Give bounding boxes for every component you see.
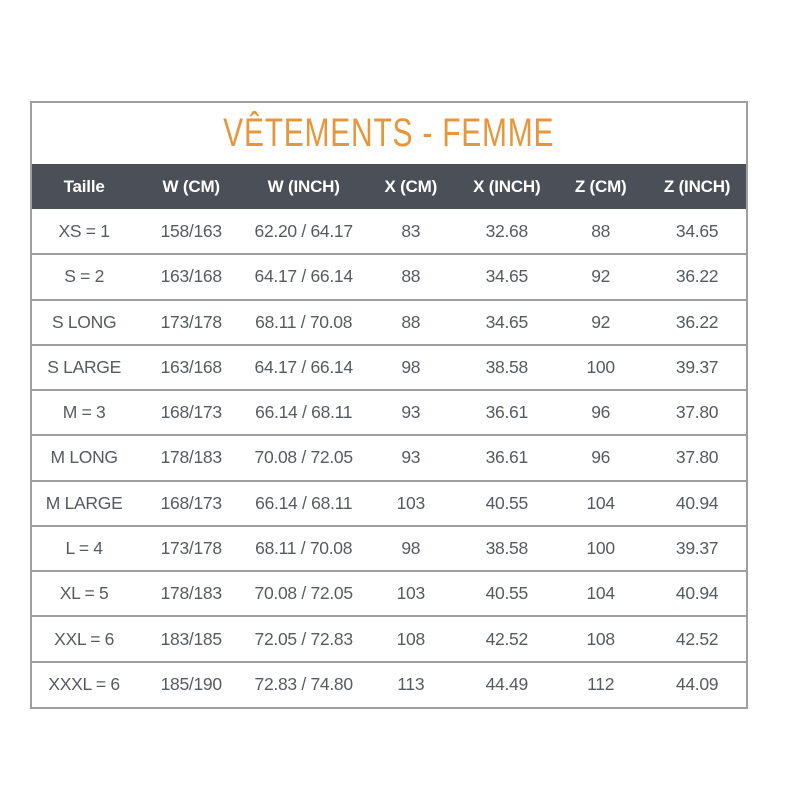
table-cell: 37.80 xyxy=(648,390,746,435)
size-label-cell: S LONG xyxy=(32,300,136,345)
table-cell: 173/178 xyxy=(136,300,246,345)
size-label-cell: S = 2 xyxy=(32,254,136,299)
table-cell: 103 xyxy=(361,571,460,616)
title-area xyxy=(32,103,746,164)
table-cell: 68.11 / 70.08 xyxy=(246,300,361,345)
table-cell: 93 xyxy=(361,435,460,480)
table-cell: 96 xyxy=(553,390,648,435)
table-cell: 38.58 xyxy=(460,345,553,390)
table-row xyxy=(32,300,746,345)
table-cell: 103 xyxy=(361,481,460,526)
table-cell: 68.11 / 70.08 xyxy=(246,526,361,571)
table-row xyxy=(32,662,746,707)
table-cell: 72.83 / 74.80 xyxy=(246,662,361,707)
size-label-cell: XS = 1 xyxy=(58,220,110,241)
table-cell: 70.08 / 72.05 xyxy=(246,435,361,480)
table-cell: 36.61 xyxy=(460,390,553,435)
table-cell: 173/178 xyxy=(136,526,246,571)
table-cell: 96 xyxy=(553,435,648,480)
size-label-cell: XXXL = 6 xyxy=(32,662,136,707)
table-cell: 100 xyxy=(553,526,648,571)
table-cell: 38.58 xyxy=(460,526,553,571)
table-cell: 62.20 / 64.17 xyxy=(254,220,353,241)
column-header-z-cm: Z (CM) xyxy=(574,176,627,196)
table-row xyxy=(32,390,746,435)
table-cell: 88 xyxy=(591,220,611,241)
table-cell: 108 xyxy=(361,616,460,661)
table-cell: 72.05 / 72.83 xyxy=(246,616,361,661)
table-cell: 112 xyxy=(553,662,648,707)
table-cell: 93 xyxy=(361,390,460,435)
table-cell: 88 xyxy=(361,300,460,345)
table-cell: 98 xyxy=(361,345,460,390)
table-cell: 36.22 xyxy=(648,300,746,345)
table-cell: 64.17 / 66.14 xyxy=(246,345,361,390)
table-cell: 70.08 / 72.05 xyxy=(246,571,361,616)
size-label-cell: XXL = 6 xyxy=(32,616,136,661)
size-chart-title: VÊTEMENTS - FEMME xyxy=(223,111,555,155)
size-label-cell: M = 3 xyxy=(32,390,136,435)
table-row xyxy=(32,526,746,571)
table-cell: 34.65 xyxy=(460,254,553,299)
size-label-cell: L = 4 xyxy=(32,526,136,571)
table-cell: 39.37 xyxy=(648,345,746,390)
table-cell: 83 xyxy=(401,220,421,241)
table-cell: 92 xyxy=(553,300,648,345)
table-cell: 98 xyxy=(361,526,460,571)
table-cell: 44.09 xyxy=(648,662,746,707)
table-row xyxy=(32,345,746,390)
column-header-taille: Taille xyxy=(63,176,105,196)
table-cell: 36.61 xyxy=(460,435,553,480)
table-cell: 40.55 xyxy=(460,481,553,526)
table-cell: 44.49 xyxy=(460,662,553,707)
table-cell: 163/168 xyxy=(136,254,246,299)
table-row xyxy=(32,616,746,661)
table-cell: 168/173 xyxy=(136,481,246,526)
table-cell: 42.52 xyxy=(648,616,746,661)
table-cell: 37.80 xyxy=(648,435,746,480)
table-cell: 66.14 / 68.11 xyxy=(246,390,361,435)
table-cell: 113 xyxy=(361,662,460,707)
size-label-cell: M LONG xyxy=(32,435,136,480)
table-cell: 104 xyxy=(553,481,648,526)
column-header-x-cm: X (CM) xyxy=(384,176,438,196)
table-cell: 168/173 xyxy=(136,390,246,435)
table-row xyxy=(32,571,746,616)
table-row xyxy=(32,435,746,480)
table-cell: 40.94 xyxy=(648,481,746,526)
size-label-cell: S LARGE xyxy=(32,345,136,390)
column-header-w-inch: W (INCH) xyxy=(267,176,340,196)
table-cell: 40.94 xyxy=(648,571,746,616)
table-cell: 40.55 xyxy=(460,571,553,616)
table-cell: 108 xyxy=(553,616,648,661)
table-cell: 183/185 xyxy=(136,616,246,661)
table-row xyxy=(32,254,746,299)
table-cell: 36.22 xyxy=(648,254,746,299)
table-cell: 39.37 xyxy=(648,526,746,571)
table-cell: 64.17 / 66.14 xyxy=(246,254,361,299)
table-cell: 178/183 xyxy=(136,571,246,616)
table-cell: 32.68 xyxy=(485,220,528,241)
column-header-x-inch: X (INCH) xyxy=(473,176,541,196)
table-cell: 185/190 xyxy=(136,662,246,707)
column-header-w-cm: W (CM) xyxy=(162,176,220,196)
table-cell: 104 xyxy=(553,571,648,616)
header-row xyxy=(32,164,746,209)
table-cell: 88 xyxy=(361,254,460,299)
table-cell: 100 xyxy=(553,345,648,390)
table-cell: 158/163 xyxy=(160,220,222,241)
table-cell: 178/183 xyxy=(136,435,246,480)
size-label-cell: XL = 5 xyxy=(32,571,136,616)
table-row xyxy=(32,481,746,526)
table-cell: 92 xyxy=(553,254,648,299)
column-header-z-inch: Z (INCH) xyxy=(663,176,731,196)
table-cell: 66.14 / 68.11 xyxy=(246,481,361,526)
size-chart-card xyxy=(30,101,748,709)
table-cell: 163/168 xyxy=(136,345,246,390)
table-cell: 34.65 xyxy=(460,300,553,345)
size-chart-table xyxy=(32,164,746,707)
table-cell: 42.52 xyxy=(460,616,553,661)
size-label-cell: M LARGE xyxy=(32,481,136,526)
table-cell: 34.65 xyxy=(675,220,719,241)
table-row xyxy=(32,209,746,254)
